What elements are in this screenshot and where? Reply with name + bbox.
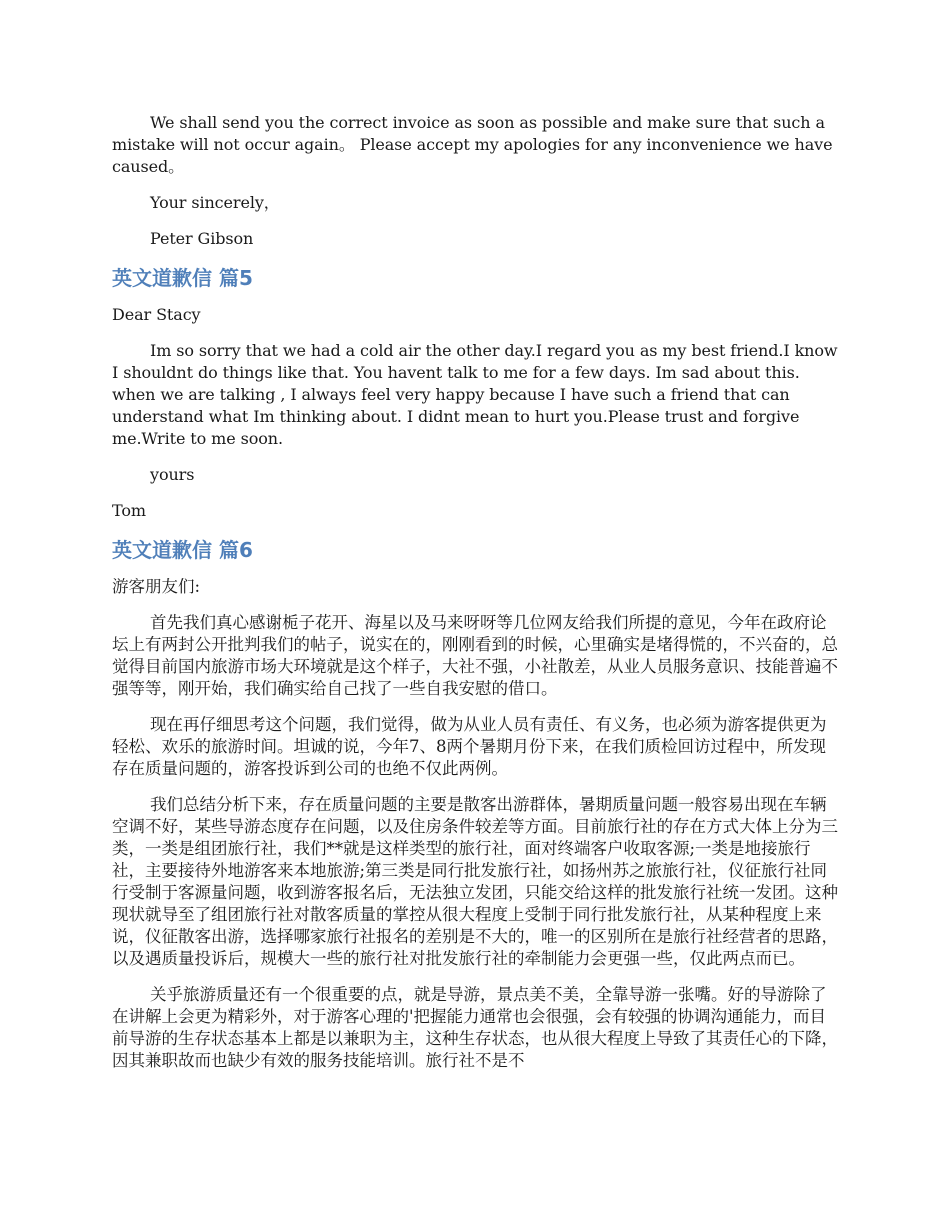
letter-closing: yours [150,465,195,484]
letter-greeting: 游客朋友们: [112,577,201,596]
letter-body: Im so sorry that we had a cold air the other day.I regard you as my best friend.I know I shouldnt do things like that. You havent talk to me for a few days. Im sad about this. when we are talking , I always feel very happy because I have such a friend that can understand what Im thinking about. I didnt mean to hurt you.Please trust and forgive me.Write to me soon. [112,341,838,448]
body-paragraph: 关乎旅游质量还有一个很重要的点，就是导游，景点美不美，全靠导游一张嘴。好的导游除了在讲解上会更为精彩外，对于游客心理的'把握能力通常也会很强，会有较强的协调沟通能力，而目前导游的生存状态基本上都是以兼职为主，这种生存状态，也从很大程度上导致了其责任心的下降，因其兼职故而也缺少有效的服务技能培训。旅行社不是不 [112,985,838,1070]
section-heading-6: 英文道歉信 篇6 [112,538,253,562]
apology-paragraph: We shall send you the correct invoice as soon as possible and make sure that such a mistake will not occur again。 Please accept my apologies for any inconvenience we have caused。 [112,113,833,176]
body-paragraph: 首先我们真心感谢栀子花开、海星以及马来呀呀等几位网友给我们所提的意见，今年在政府论坛上有两封公开批判我们的帖子，说实在的，刚刚看到的时候，心里确实是堵得慌的，不兴奋的，总觉得目前国内旅游市场大环境就是这个样子，大社不强，小社散差，从业人员服务意识、技能普遍不强等等，刚开始，我们确实给自己找了一些自我安慰的借口。 [112,613,838,698]
letter-closing: Your sincerely， [150,193,280,212]
document-page [112,112,840,1086]
letter-signature: Tom [112,501,146,520]
body-paragraph: 我们总结分析下来，存在质量问题的主要是散客出游群体，暑期质量问题一般容易出现在车辆空调不好，某些导游态度存在问题，以及住房条件较差等方面。目前旅行社的存在方式大体上分为三类，一类是组团旅行社，我们**就是这样类型的旅行社，面对终端客户收取客源;一类是地接旅行社，主要接待外地游客来本地旅游;第三类是同行批发旅行社，如扬州苏之旅旅行社，仪征旅行社同行受制于客源量问题，收到游客报名后，无法独立发团，只能交给这样的批发旅行社统一发团。这种现状就导至了组团旅行社对散客质量的掌控从很大程度上受制于同行批发旅行社，从某种程度上来说，仪征散客出游，选择哪家旅行社报名的差别是不大的，唯一的区别所在是旅行社经营者的思路，以及遇质量投诉后，规模大一些的旅行社对批发旅行社的牵制能力会更强一些，仅此两点而已。 [112,795,838,968]
letter-signature: Peter Gibson [150,229,254,248]
body-paragraph: 现在再仔细思考这个问题，我们觉得，做为从业人员有责任、有义务，也必须为游客提供更为轻松、欢乐的旅游时间。坦诚的说，今年7、8两个暑期月份下来，在我们质检回访过程中，所发现存在质量问题的，游客投诉到公司的也绝不仅此两例。 [112,715,827,778]
section-heading-5: 英文道歉信 篇5 [112,266,253,290]
letter-greeting: Dear Stacy [112,305,201,324]
